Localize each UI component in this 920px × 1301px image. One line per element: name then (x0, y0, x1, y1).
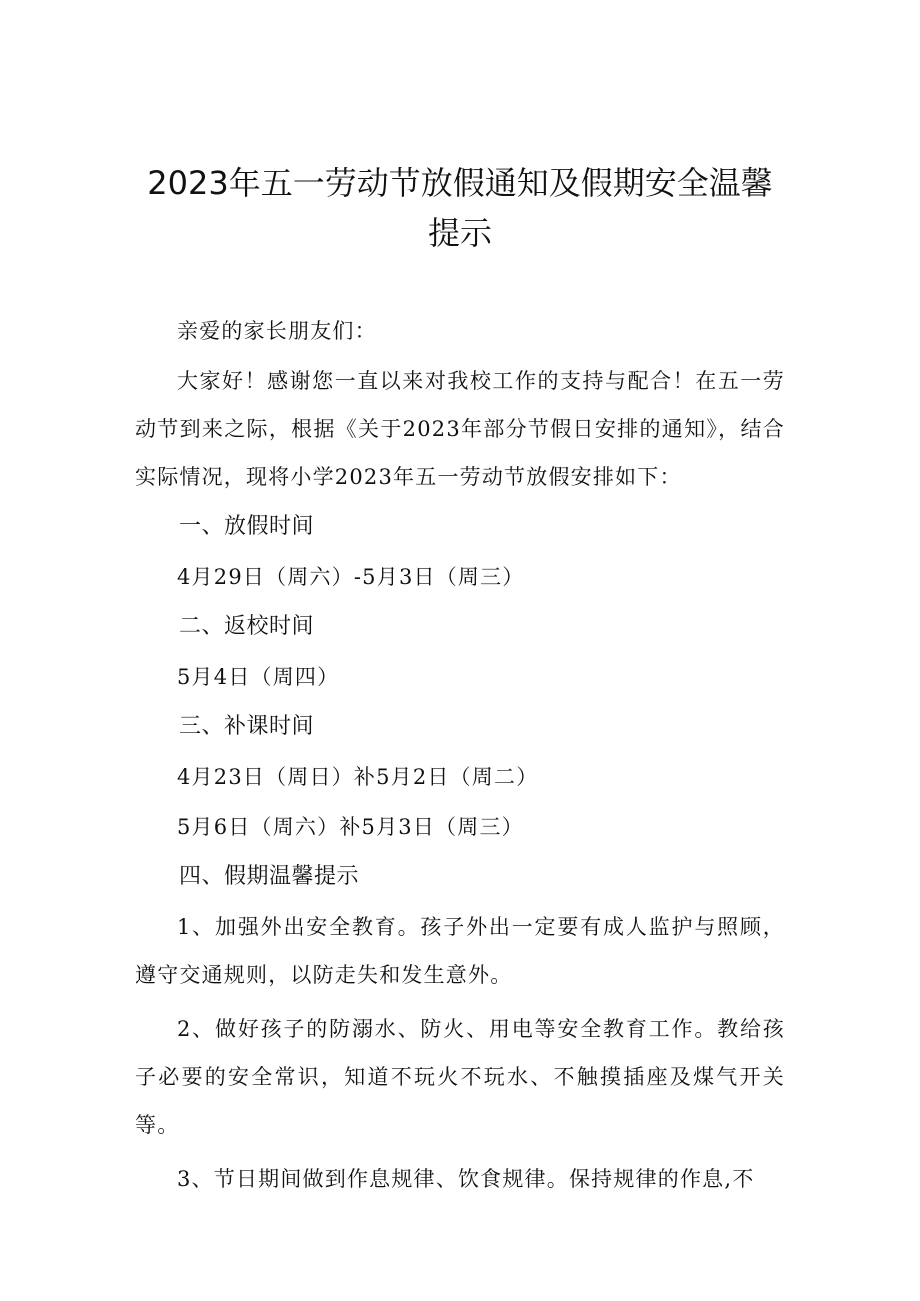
document-title: 2023年五一劳动节放假通知及假期安全温馨提示 (147, 164, 773, 252)
section-heading-holiday-tips: 四、假期温馨提示 (179, 864, 360, 889)
makeup-class-line-2: 5月6日（周六）补5月3日（周三） (177, 815, 524, 839)
section-heading-holiday-time: 一、放假时间 (179, 514, 315, 539)
return-time-line: 5月4日（周四） (177, 665, 340, 689)
tip-2: 2、做好孩子的防溺水、防火、用电等安全教育工作。教给孩子必要的安全常识，知道不玩火不玩水、不触摸插座及煤气开关等。 (135, 1017, 785, 1137)
makeup-class-line-1: 4月23日（周日）补5月2日（周二） (177, 765, 539, 789)
section-heading-makeup-class: 三、补课时间 (179, 714, 315, 739)
intro-paragraph: 大家好！感谢您一直以来对我校工作的支持与配合！在五一劳动节到来之际，根据《关于2023年部分节假日安排的通知》，结合实际情况，现将小学2023年五一劳动节放假安排如下： (135, 369, 785, 489)
greeting: 亲爱的家长朋友们： (177, 319, 377, 343)
holiday-time-line: 4月29日（周六）-5月3日（周三） (177, 565, 525, 589)
document-body (135, 307, 785, 1203)
tip-1: 1、加强外出安全教育。孩子外出一定要有成人监护与照顾，遵守交通规则，以防走失和发生意外。 (135, 915, 785, 987)
tip-3: 3、节日期间做到作息规律、饮食规律。保持规律的作息,不 (177, 1167, 755, 1191)
section-heading-return-time: 二、返校时间 (179, 614, 315, 639)
